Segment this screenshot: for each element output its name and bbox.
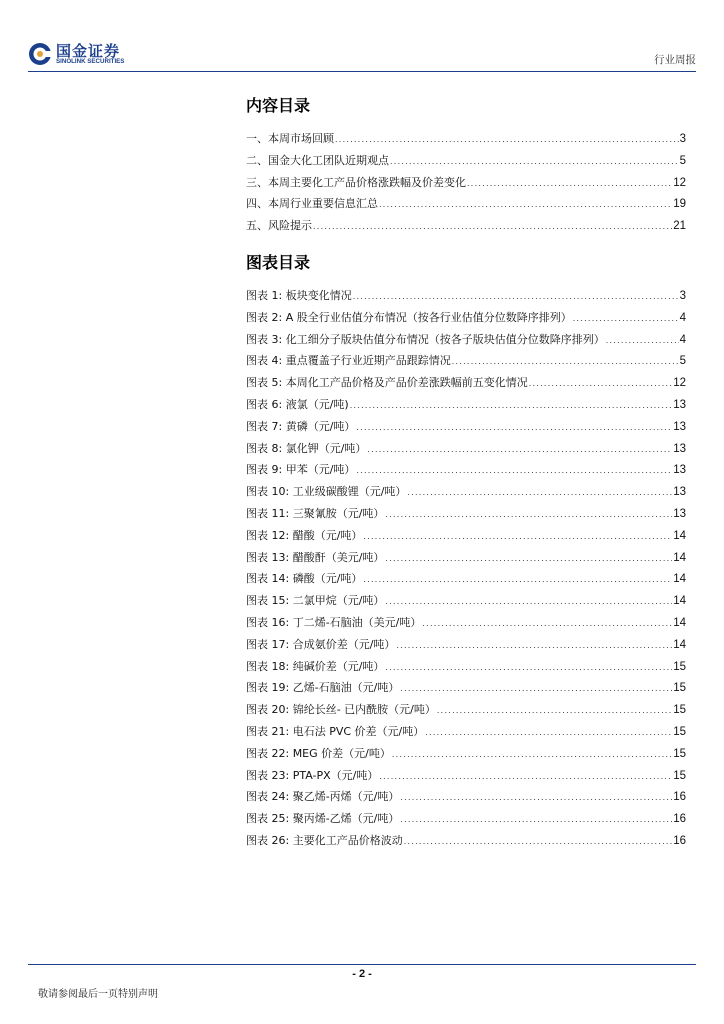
figure-entry-page-number: 16	[673, 834, 686, 847]
figure-entry-label: 图表 22: MEG 价差（元/吨）	[246, 746, 391, 760]
figure-entry[interactable]	[246, 590, 686, 612]
dot-leader	[350, 395, 673, 417]
dot-leader	[356, 460, 672, 482]
figure-entry-page-number: 5	[679, 355, 686, 368]
figure-entry-label: 图表 20: 锦纶长丝- 已内酰胺（元/吨）	[246, 703, 436, 717]
figures-section	[246, 250, 686, 852]
figure-entry[interactable]	[246, 699, 686, 721]
dot-leader	[385, 548, 672, 570]
figure-entry[interactable]	[246, 656, 686, 678]
figure-entry[interactable]	[246, 394, 686, 416]
dot-leader	[404, 831, 673, 853]
figure-entry[interactable]	[246, 525, 686, 547]
figure-entry-page-number: 15	[673, 769, 686, 782]
dot-leader	[335, 129, 679, 151]
figure-entry[interactable]	[246, 459, 686, 481]
dot-leader	[400, 678, 672, 700]
dot-leader	[606, 330, 679, 352]
toc-entry-label: 一、本周市场回顾	[246, 132, 334, 145]
figure-entry-page-number: 13	[673, 420, 686, 433]
figure-entry[interactable]	[246, 350, 686, 372]
page-number: - 2 -	[352, 968, 372, 980]
figure-entry-label: 图表 2: A 股全行业估值分布情况（按各行业估值分位数降序排列）	[246, 310, 572, 324]
figure-entry-page-number: 15	[673, 725, 686, 738]
figure-entry-page-number: 14	[673, 595, 686, 608]
figure-entry[interactable]	[246, 285, 686, 307]
toc-entry-page-number: 19	[673, 198, 686, 211]
toc-entry[interactable]	[246, 128, 686, 150]
toc-entry-page-number: 5	[679, 154, 686, 167]
dot-leader	[529, 373, 673, 395]
figure-entry-page-number: 15	[673, 660, 686, 673]
toc-entry[interactable]	[246, 172, 686, 194]
figure-entry[interactable]	[246, 721, 686, 743]
dot-leader	[392, 744, 672, 766]
figure-entry-page-number: 13	[673, 464, 686, 477]
figure-entry-label: 图表 12: 醋酸（元/吨）	[246, 528, 363, 542]
figure-entry-page-number: 14	[673, 551, 686, 564]
figure-entry-label: 图表 25: 聚丙烯-乙烯（元/吨）	[246, 812, 400, 826]
figure-entry[interactable]	[246, 808, 686, 830]
figures-title: 图表目录	[246, 253, 311, 272]
figure-entry-label: 图表 9: 甲苯（元/吨）	[246, 463, 356, 477]
figure-entry-page-number: 14	[673, 573, 686, 586]
figure-entry-label: 图表 4: 重点覆盖子行业近期产品跟踪情况	[246, 354, 451, 368]
figure-entry[interactable]	[246, 329, 686, 351]
figure-entry-label: 图表 19: 乙烯-石脑油（元/吨）	[246, 681, 400, 695]
dot-leader	[313, 216, 672, 238]
dot-leader	[385, 504, 672, 526]
figure-entry-page-number: 4	[679, 333, 686, 346]
figure-entry-label: 图表 21: 电石法 PVC 价差（元/吨）	[246, 724, 425, 738]
figure-entry-label: 图表 24: 聚乙烯-丙烯（元/吨）	[246, 790, 400, 804]
figure-entry[interactable]	[246, 568, 686, 590]
logo-english-name: SINOLINK SECURITIES	[56, 58, 125, 65]
figure-entry[interactable]	[246, 743, 686, 765]
dot-leader	[379, 194, 672, 216]
figure-entry-page-number: 15	[673, 682, 686, 695]
toc-entry-label: 五、风险提示	[246, 219, 312, 233]
figure-entry-label: 图表 16: 丁二烯-石脑油（美元/吨）	[246, 615, 422, 629]
disclaimer-text: 敬请参阅最后一页特别声明	[38, 989, 158, 1000]
footer-divider	[28, 964, 696, 965]
figure-entry[interactable]	[246, 547, 686, 569]
figure-entry-label: 图表 5: 本周化工产品价格及产品价差涨跌幅前五变化情况	[246, 376, 528, 390]
figure-entry-page-number: 14	[673, 529, 686, 542]
figure-entry-page-number: 3	[679, 290, 686, 302]
dot-leader	[363, 569, 672, 591]
figure-entry-label: 图表 15: 二氯甲烷（元/吨）	[246, 594, 385, 608]
dot-leader	[396, 635, 672, 657]
dot-leader	[356, 417, 672, 439]
figure-entry-page-number: 13	[673, 486, 686, 499]
report-type-label: 行业周报	[654, 54, 696, 66]
toc-entry-label: 二、国金大化工团队近期观点	[246, 153, 389, 167]
figure-entry[interactable]	[246, 307, 686, 329]
dot-leader	[379, 766, 672, 788]
figure-entry-page-number: 14	[673, 616, 686, 629]
toc-entry-label: 四、本周行业重要信息汇总	[246, 197, 378, 211]
figure-entry-page-number: 13	[673, 398, 686, 411]
sinolink-logo-icon	[28, 42, 52, 66]
toc-entry-page-number: 21	[673, 220, 686, 233]
toc-entry[interactable]	[246, 150, 686, 172]
figure-entry[interactable]	[246, 372, 686, 394]
figure-entry[interactable]	[246, 786, 686, 808]
dot-leader	[573, 308, 679, 330]
dot-leader	[353, 286, 679, 308]
figure-entry[interactable]	[246, 677, 686, 699]
page-header	[28, 40, 696, 70]
dot-leader	[407, 482, 672, 504]
toc-entry[interactable]	[246, 215, 686, 237]
figure-entry-page-number: 15	[673, 747, 686, 760]
figure-entry-label: 图表 11: 三聚氰胺（元/吨）	[246, 506, 385, 520]
figures-list	[246, 285, 686, 852]
toc-entry-page-number: 12	[673, 176, 686, 189]
figure-entry-label: 图表 3: 化工细分子版块估值分布情况（按各子版块估值分位数降序排列）	[246, 332, 605, 346]
figure-entry[interactable]	[246, 634, 686, 656]
figure-entry[interactable]	[246, 830, 686, 852]
figure-entry-label: 图表 7: 黄磷（元/吨）	[246, 419, 356, 433]
figure-entry-label: 图表 10: 工业级碳酸锂（元/吨）	[246, 485, 407, 499]
contents-section	[246, 93, 686, 237]
toc-entry-label: 三、本周主要化工产品价格涨跌幅及价差变化	[246, 175, 466, 189]
figure-entry[interactable]	[246, 765, 686, 787]
contents-list	[246, 128, 686, 237]
figure-entry-page-number: 13	[673, 442, 686, 455]
dot-leader	[363, 526, 672, 548]
figure-entry[interactable]	[246, 503, 686, 525]
company-logo	[28, 40, 148, 68]
dot-leader	[400, 787, 672, 809]
dot-leader	[385, 591, 672, 613]
contents-title: 内容目录	[246, 96, 311, 115]
figure-entry[interactable]	[246, 438, 686, 460]
figure-entry-page-number: 16	[673, 813, 686, 826]
figure-entry-page-number: 14	[673, 638, 686, 651]
dot-leader	[400, 809, 672, 831]
figure-entry-label: 图表 13: 醋酸酐（美元/吨）	[246, 550, 385, 564]
dot-leader	[390, 151, 679, 173]
figure-entry-label: 图表 23: PTA-PX（元/吨）	[246, 768, 379, 782]
toc-entry-page-number: 3	[679, 133, 686, 145]
figure-entry-label: 图表 1: 板块变化情况	[246, 289, 352, 302]
dot-leader	[422, 613, 672, 635]
dot-leader	[367, 439, 672, 461]
figure-entry[interactable]	[246, 416, 686, 438]
figure-entry-page-number: 13	[673, 507, 686, 520]
dot-leader	[452, 351, 679, 373]
figure-entry-label: 图表 6: 液氯（元/吨)	[246, 397, 349, 411]
figure-entry-label: 图表 14: 磷酸（元/吨）	[246, 572, 363, 586]
figure-entry-page-number: 4	[679, 311, 686, 324]
figure-entry-label: 图表 8: 氯化钾（元/吨）	[246, 441, 367, 455]
figure-entry-label: 图表 17: 合成氨价差（元/吨）	[246, 637, 396, 651]
figure-entry[interactable]	[246, 612, 686, 634]
dot-leader	[437, 700, 672, 722]
dot-leader	[385, 657, 672, 679]
figure-entry-page-number: 12	[673, 377, 686, 390]
dot-leader	[467, 173, 672, 195]
toc-entry[interactable]	[246, 193, 686, 215]
figure-entry-label: 图表 26: 主要化工产品价格波动	[246, 833, 403, 847]
dot-leader	[425, 722, 672, 744]
figure-entry-label: 图表 18: 纯碱价差（元/吨）	[246, 659, 385, 673]
figure-entry-page-number: 16	[673, 791, 686, 804]
logo-chinese-name: 国金证券	[56, 42, 121, 60]
header-divider	[28, 71, 696, 72]
figure-entry[interactable]	[246, 481, 686, 503]
figure-entry-page-number: 15	[673, 704, 686, 717]
